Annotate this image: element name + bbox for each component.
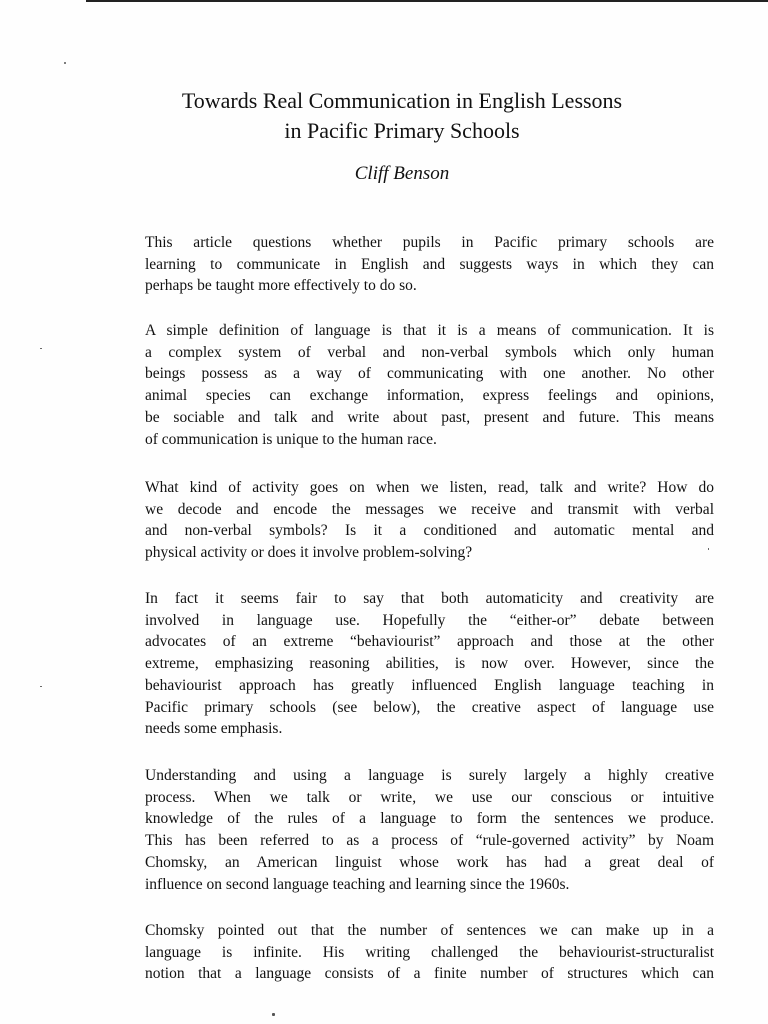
text-line: a complex system of verbal and non-verbal symbols which only human	[145, 343, 714, 361]
text-line: perhaps be taught more effectively to do so.	[145, 277, 417, 295]
text-line: involved in language use. Hopefully the “either-or” debate between	[145, 611, 714, 629]
scan-speck	[40, 348, 42, 349]
text-line: Pacific primary schools (see below), the creative aspect of language use	[145, 698, 714, 716]
paragraph-definition	[145, 320, 714, 450]
article-author: Cliff Benson	[354, 163, 450, 184]
scan-speck	[272, 1013, 275, 1016]
text-line: animal species can exchange information, express feelings and opinions,	[145, 387, 714, 405]
scan-speck	[40, 686, 42, 687]
text-line: Chomsky pointed out that the number of sentences we can make up in a	[145, 922, 714, 939]
text-line: Chomsky, an American linguist whose work has had a great deal of	[145, 853, 714, 871]
text-line: language is infinite. His writing challenged the behaviourist-structuralist	[145, 943, 714, 961]
paragraph-chomsky	[145, 920, 714, 985]
text-line: In fact it seems fair to say that both automaticity and creativity are	[145, 590, 714, 607]
text-line: knowledge of the rules of a language to form the sentences we produce.	[145, 810, 714, 828]
text-line: of communication is unique to the human race.	[145, 430, 437, 448]
text-line: be sociable and talk and write about past, present and future. This means	[145, 408, 714, 426]
top-edge-rule	[86, 0, 768, 2]
paragraph-questions	[145, 477, 714, 564]
paragraph-creative-process	[145, 765, 714, 895]
text-line: This article questions whether pupils in Pacific primary schools are	[145, 234, 714, 251]
text-line: physical activity or does it involve problem-solving?	[145, 544, 473, 562]
text-line: This has been referred to as a process of “rule-governed activity” by Noam	[145, 832, 714, 850]
text-line: What kind of activity goes on when we listen, read, talk and write? How do	[145, 479, 714, 496]
paragraph-abstract	[145, 232, 714, 297]
text-line: advocates of an extreme “behaviourist” approach and those at the other	[145, 633, 714, 651]
text-line: Understanding and using a language is surely largely a highly creative	[145, 767, 714, 784]
article-title-line-2: in Pacific Primary Schools	[284, 118, 520, 143]
scan-speck	[708, 548, 709, 550]
text-line: extreme, emphasizing reasoning abilities, is now over. However, since the	[145, 655, 714, 673]
paragraph-automaticity	[145, 588, 714, 740]
text-line: process. When we talk or write, we use our conscious or intuitive	[145, 788, 714, 806]
text-line: we decode and encode the messages we receive and transmit with verbal	[145, 500, 714, 518]
text-line: beings possess as a way of communicating with one another. No other	[145, 365, 714, 383]
text-line: behaviourist approach has greatly influenced English language teaching in	[145, 676, 714, 694]
text-line: notion that a language consists of a finite number of structures which can	[145, 965, 714, 983]
text-line: and non-verbal symbols? Is it a conditioned and automatic mental and	[145, 522, 714, 540]
text-line: A simple definition of language is that it is a means of communication. It is	[145, 322, 714, 339]
scan-speck	[64, 62, 66, 64]
text-line: learning to communicate in English and suggests ways in which they can	[145, 255, 714, 273]
article-title-line-1: Towards Real Communication in English Lessons	[181, 88, 623, 113]
text-line: needs some emphasis.	[145, 720, 283, 738]
text-line: influence on second language teaching and learning since the 1960s.	[145, 875, 570, 893]
